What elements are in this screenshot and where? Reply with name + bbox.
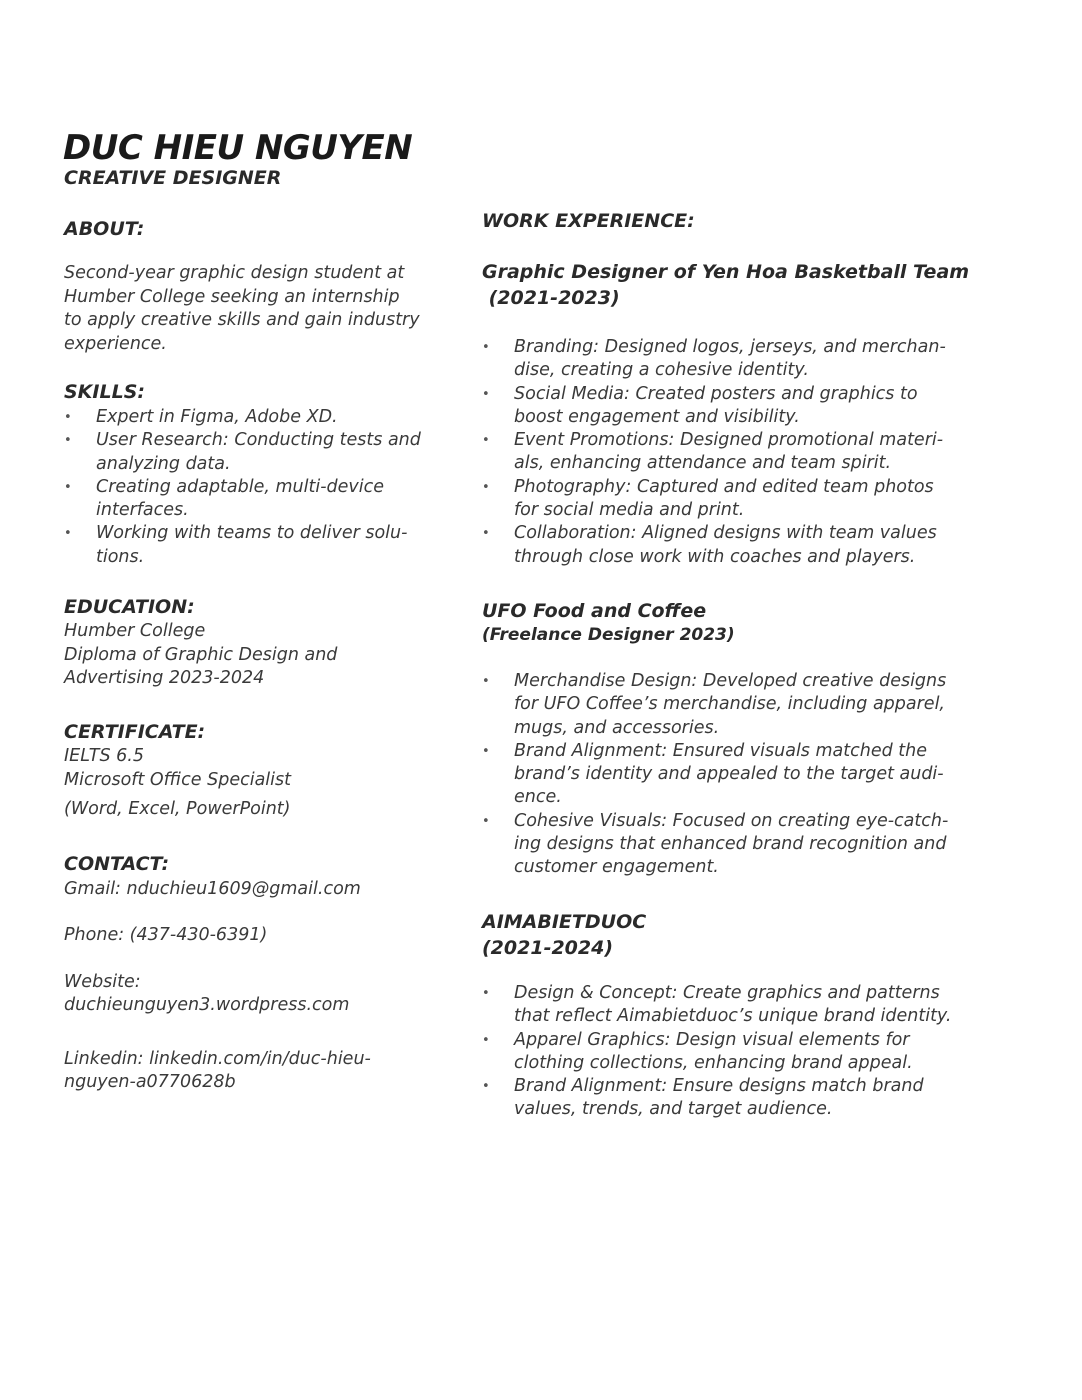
bullet-icon: • (482, 526, 490, 542)
bullet-icon: • (482, 1079, 490, 1095)
bullet-icon: • (482, 986, 490, 1001)
about-line: experience. (64, 333, 167, 354)
duty-line: ing designs that enhanced brand recognition and (514, 834, 947, 855)
job-dates: (2021-2024) (482, 937, 614, 959)
certificate-text (64, 745, 291, 822)
list-item (482, 336, 1042, 383)
about-text (64, 262, 420, 356)
duty-line: Branding: Designed logos, jerseys, and merchan- (514, 337, 946, 357)
list-item (64, 406, 474, 429)
skills-list (64, 406, 474, 569)
job-title (482, 909, 646, 961)
about-line: to apply creative skills and gain industry (64, 310, 420, 330)
skill-line: Working with teams to deliver solu- (96, 523, 408, 544)
duty-line: brand’s identity and appealed to the target audi- (514, 764, 944, 785)
skill-line: tions. (96, 546, 145, 567)
duty-line: ence. (514, 787, 562, 808)
contact-gmail[interactable]: Gmail: nduchieu1609@gmail.com (64, 879, 361, 899)
education-heading: EDUCATION: (64, 596, 195, 618)
duty-line: for UFO Coffee’s merchandise, including apparel, (514, 694, 945, 715)
resume-role: CREATIVE DESIGNER (64, 167, 282, 189)
about-heading: ABOUT: (64, 218, 145, 240)
job-title-line: Graphic Designer of Yen Hoa Basketball Team (482, 261, 970, 283)
contact-website-label: Website: (64, 972, 141, 992)
bullet-icon: • (482, 674, 490, 689)
list-item (64, 476, 474, 523)
duty-line: Merchandise Design: Developed creative designs (514, 671, 947, 691)
list-item (482, 476, 1042, 523)
duty-line: dise, creating a cohesive identity. (514, 360, 809, 381)
job-title (482, 259, 969, 311)
skill-line: Expert in Figma, Adobe XD. (96, 407, 338, 427)
duty-line: Event Promotions: Designed promotional materi- (514, 430, 944, 451)
bullet-icon: • (482, 386, 490, 402)
job-dates: (2021-2023) (482, 287, 620, 309)
list-item (482, 522, 1042, 569)
skill-line: analyzing data. (96, 453, 231, 474)
contact-website-link[interactable]: duchieunguyen3.wordpress.com (64, 995, 350, 1015)
education-line: Advertising 2023-2024 (64, 668, 265, 688)
bullet-icon: • (482, 743, 490, 759)
contact-phone: Phone: (437-430-6391) (64, 925, 268, 945)
duty-line: for social media and print. (514, 500, 745, 521)
bullet-icon: • (482, 813, 490, 829)
job-duties-list (482, 670, 1042, 880)
certificate-line: IELTS 6.5 (64, 746, 144, 766)
job-title: UFO Food and Coffee (482, 600, 707, 622)
job-duties-list (482, 982, 1062, 1122)
duty-line: that reflect Aimabietduoc’s unique brand identity. (514, 1006, 952, 1027)
contact-heading: CONTACT: (64, 853, 170, 875)
job-subtitle: (Freelance Designer 2023) (482, 625, 735, 645)
duty-line: als, enhancing attendance and team spirit. (514, 453, 892, 474)
skill-line: User Research: Conducting tests and (96, 430, 421, 451)
job-duties-list (482, 336, 1042, 569)
duty-line: Collaboration: Aligned designs with team values (514, 523, 937, 544)
certificate-heading: CERTIFICATE: (64, 721, 206, 743)
list-item (482, 383, 1042, 430)
certificate-line: (Word, Excel, PowerPoint) (64, 799, 291, 819)
about-line: Second-year graphic design student at (64, 263, 405, 283)
skill-line: Creating adaptable, multi-device (96, 476, 385, 497)
list-item (482, 429, 1042, 476)
bullet-icon: • (482, 433, 490, 449)
education-line: Diploma of Graphic Design and (64, 644, 338, 665)
resume-name: DUC HIEU NGUYEN (63, 128, 413, 168)
contact-linkedin-link-cont[interactable]: nguyen-a0770628b (64, 1072, 236, 1092)
duty-line: clothing collections, enhancing brand appeal. (514, 1052, 913, 1073)
bullet-icon: • (64, 410, 72, 425)
list-item (482, 740, 1042, 810)
list-item (482, 1075, 1062, 1122)
bullet-icon: • (64, 479, 72, 495)
list-item (482, 810, 1042, 880)
education-line: Humber College (64, 621, 206, 641)
work-heading: WORK EXPERIENCE: (482, 210, 695, 232)
duty-line: mugs, and accessories. (514, 717, 720, 738)
duty-line: Brand Alignment: Ensure designs match brand (514, 1076, 924, 1097)
bullet-icon: • (482, 340, 490, 355)
list-item (482, 670, 1042, 740)
list-item (482, 1029, 1062, 1076)
duty-line: through close work with coaches and players. (514, 546, 916, 567)
list-item (482, 982, 1062, 1029)
list-item (64, 522, 474, 569)
duty-line: Social Media: Created posters and graphics to (514, 383, 918, 404)
duty-line: Cohesive Visuals: Focused on creating eye-catch- (514, 810, 949, 831)
duty-line: Design & Concept: Create graphics and patterns (514, 983, 940, 1003)
duty-line: Photography: Captured and edited team photos (514, 476, 934, 497)
duty-line: customer engagement. (514, 857, 719, 878)
bullet-icon: • (482, 479, 490, 495)
bullet-icon: • (64, 526, 72, 542)
duty-line: values, trends, and target audience. (514, 1099, 833, 1120)
education-text (64, 620, 337, 691)
job-title-line: AIMABIETDUOC (482, 911, 647, 933)
duty-line: Brand Alignment: Ensured visuals matched the (514, 740, 927, 761)
bullet-icon: • (64, 433, 72, 449)
bullet-icon: • (482, 1032, 490, 1048)
duty-line: boost engagement and visibility. (514, 406, 800, 427)
contact-linkedin-link[interactable]: Linkedin: linkedin.com/in/duc-hieu- (64, 1049, 371, 1069)
list-item (64, 429, 474, 476)
about-line: Humber College seeking an internship (64, 286, 400, 307)
duty-line: Apparel Graphics: Design visual elements for (514, 1029, 910, 1050)
certificate-line: Microsoft Office Specialist (64, 769, 292, 790)
skill-line: interfaces. (96, 500, 189, 521)
skills-heading: SKILLS: (64, 381, 145, 403)
